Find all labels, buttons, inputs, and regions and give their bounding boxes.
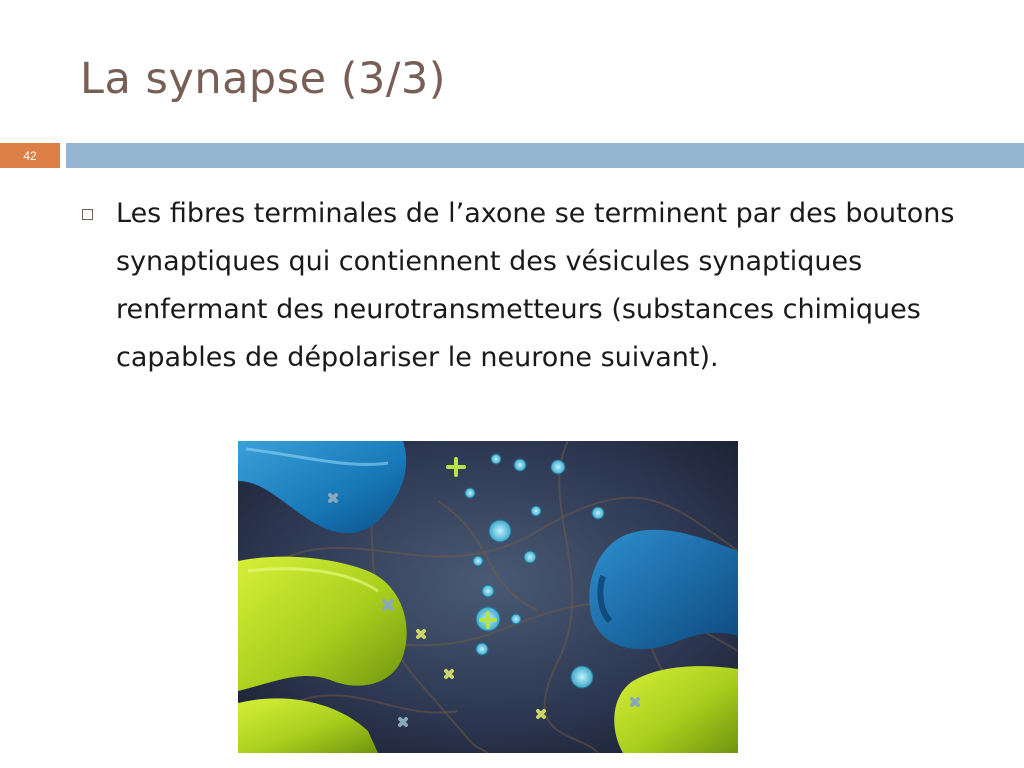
slide-title: La synapse (3/3) [80, 54, 447, 104]
slide-number: 42 [0, 143, 60, 168]
synapse-illustration [238, 441, 738, 753]
header-band [66, 143, 1024, 168]
square-bullet-icon [82, 209, 93, 220]
bullet-text: Les fibres terminales de l’axone se terminent par des boutons synaptiques qui contiennent des vésicules synaptiques renfermant des neurotransmetteurs (substances chimiques capables de dépolariser le neurone suivant). [116, 198, 955, 373]
